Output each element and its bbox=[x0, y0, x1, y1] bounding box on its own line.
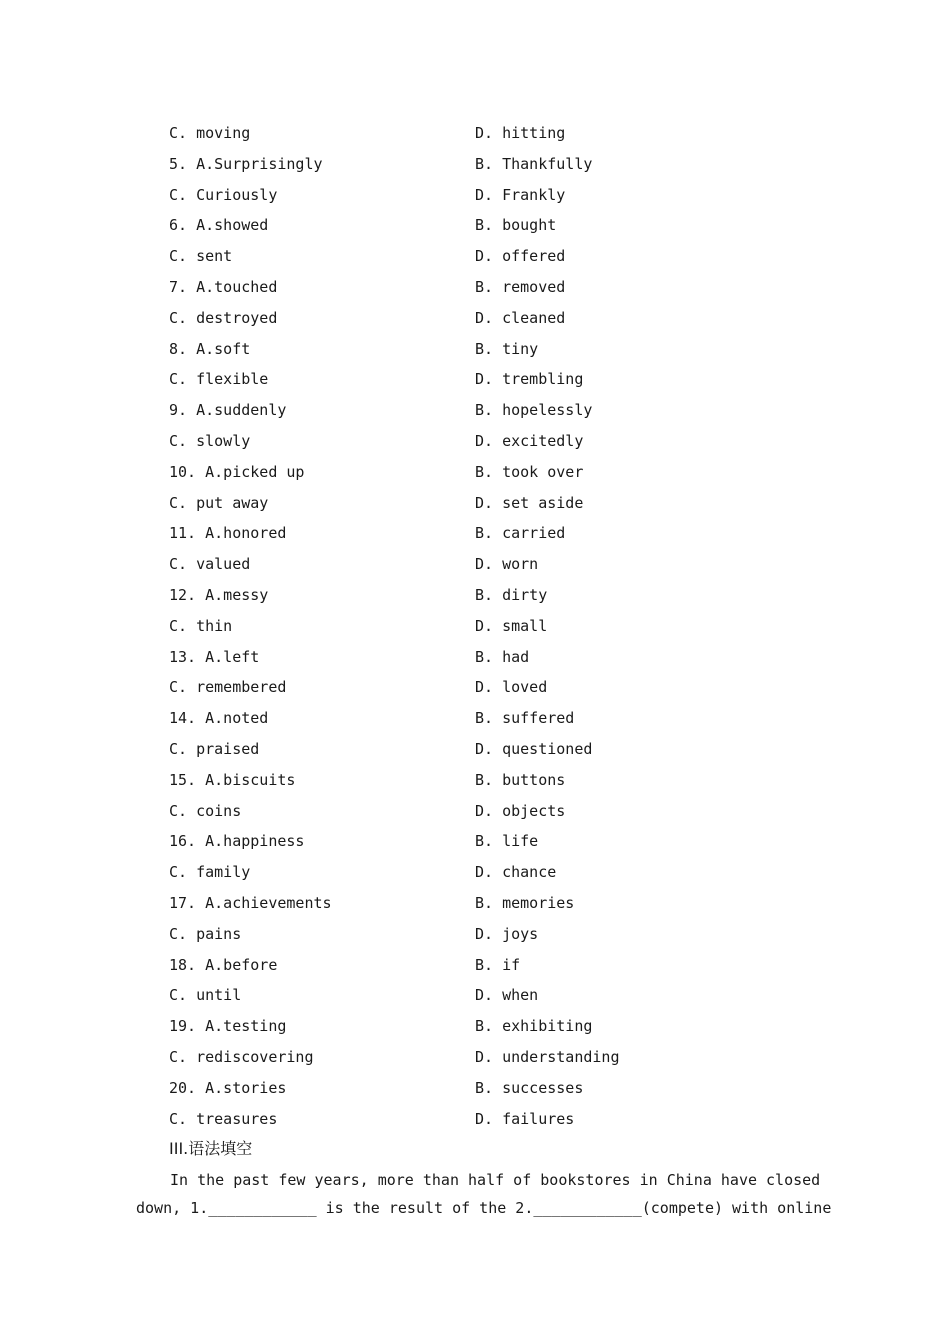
option-row bbox=[0, 272, 950, 302]
option-row bbox=[0, 457, 950, 487]
option-row bbox=[0, 118, 950, 148]
option-left: 8. A.soft bbox=[169, 339, 251, 358]
option-left: C. flexible bbox=[169, 370, 269, 389]
option-right: D. understanding bbox=[475, 1048, 620, 1066]
option-left: C. until bbox=[169, 986, 242, 1005]
option-right: D. joys bbox=[475, 924, 539, 943]
option-left: C. family bbox=[169, 863, 251, 882]
option-right: D. when bbox=[475, 986, 539, 1005]
option-left: C. sent bbox=[169, 247, 233, 266]
option-right: D. set aside bbox=[475, 493, 584, 512]
option-right: B. memories bbox=[475, 894, 575, 912]
option-right: D. small bbox=[475, 616, 548, 635]
option-right: D. hitting bbox=[475, 124, 566, 142]
option-left: 9. A.suddenly bbox=[169, 401, 287, 420]
option-left: 18. A.before bbox=[169, 955, 278, 974]
option-row bbox=[0, 334, 950, 364]
option-left: 11. A.honored bbox=[169, 524, 287, 543]
option-left: 6. A.showed bbox=[169, 216, 269, 235]
option-left: 12. A.messy bbox=[169, 586, 269, 604]
option-left: C. put away bbox=[169, 493, 269, 512]
option-left: 17. A.achievements bbox=[169, 894, 332, 912]
option-left: C. pains bbox=[169, 924, 242, 943]
option-right: B. Thankfully bbox=[475, 154, 593, 173]
option-right: D. loved bbox=[475, 678, 548, 697]
passage-text: In the past few years, more than half of bookstores in China have closed bbox=[170, 1171, 821, 1189]
option-right: D. failures bbox=[475, 1109, 575, 1128]
option-row bbox=[0, 1042, 950, 1072]
option-row bbox=[0, 1104, 950, 1134]
option-right: B. tiny bbox=[475, 339, 539, 358]
option-left: C. coins bbox=[169, 801, 242, 820]
passage-line-2 bbox=[136, 1194, 832, 1222]
option-left: 15. A.biscuits bbox=[169, 770, 296, 789]
option-row bbox=[0, 672, 950, 702]
option-row bbox=[0, 734, 950, 764]
section-heading: III.语法填空 bbox=[169, 1139, 253, 1158]
option-right: D. questioned bbox=[475, 740, 593, 758]
option-right: B. took over bbox=[475, 462, 584, 481]
option-left: C. rediscovering bbox=[169, 1048, 314, 1066]
option-row bbox=[0, 642, 950, 672]
option-left: C. thin bbox=[169, 616, 233, 635]
option-left: 7. A.touched bbox=[169, 278, 278, 296]
option-right: D. excitedly bbox=[475, 432, 584, 450]
option-row bbox=[0, 518, 950, 548]
option-right: D. objects bbox=[475, 801, 566, 820]
option-row bbox=[0, 703, 950, 733]
option-left: 20. A.stories bbox=[169, 1078, 287, 1097]
option-row bbox=[0, 303, 950, 333]
option-left: 19. A.testing bbox=[169, 1017, 287, 1036]
option-right: D. worn bbox=[475, 555, 539, 574]
option-left: C. praised bbox=[169, 740, 260, 758]
option-right: D. chance bbox=[475, 863, 557, 882]
option-left: 10. A.picked up bbox=[169, 462, 305, 481]
option-right: B. successes bbox=[475, 1078, 584, 1097]
option-row bbox=[0, 765, 950, 795]
option-row bbox=[0, 364, 950, 394]
option-right: B. exhibiting bbox=[475, 1017, 593, 1036]
option-left: 14. A.noted bbox=[169, 709, 269, 728]
option-row bbox=[0, 826, 950, 856]
option-row bbox=[0, 980, 950, 1010]
option-right: B. life bbox=[475, 832, 539, 851]
option-row bbox=[0, 919, 950, 949]
option-left: 5. A.Surprisingly bbox=[169, 154, 323, 173]
option-left: C. destroyed bbox=[169, 308, 278, 327]
option-right: D. trembling bbox=[475, 370, 584, 389]
option-left: C. remembered bbox=[169, 678, 287, 697]
option-row bbox=[0, 488, 950, 518]
option-left: C. moving bbox=[169, 124, 251, 142]
option-row bbox=[0, 1011, 950, 1041]
option-row bbox=[0, 1073, 950, 1103]
option-row bbox=[0, 180, 950, 210]
option-right: B. buttons bbox=[475, 770, 566, 789]
passage-text: down, 1.____________ is the result of the 2.____________(compete) with online bbox=[136, 1199, 832, 1217]
option-left: 16. A.happiness bbox=[169, 832, 305, 851]
option-right: B. had bbox=[475, 647, 530, 666]
option-row bbox=[0, 888, 950, 918]
option-row bbox=[0, 395, 950, 425]
option-right: D. offered bbox=[475, 247, 566, 266]
option-right: B. dirty bbox=[475, 586, 548, 604]
option-row bbox=[0, 857, 950, 887]
option-row bbox=[0, 210, 950, 240]
option-right: B. bought bbox=[475, 216, 557, 235]
option-row bbox=[0, 426, 950, 456]
option-right: B. removed bbox=[475, 278, 566, 296]
option-row bbox=[0, 950, 950, 980]
option-right: B. hopelessly bbox=[475, 401, 593, 420]
option-left: C. slowly bbox=[169, 432, 251, 450]
option-left: C. treasures bbox=[169, 1109, 278, 1128]
option-right: B. if bbox=[475, 955, 521, 974]
option-right: B. carried bbox=[475, 524, 566, 543]
option-row bbox=[0, 611, 950, 641]
option-row bbox=[0, 241, 950, 271]
option-row bbox=[0, 149, 950, 179]
option-right: D. cleaned bbox=[475, 308, 566, 327]
option-left: C. valued bbox=[169, 555, 251, 574]
option-row bbox=[0, 580, 950, 610]
option-row bbox=[0, 796, 950, 826]
option-left: 13. A.left bbox=[169, 647, 260, 666]
option-right: D. Frankly bbox=[475, 185, 566, 204]
option-left: C. Curiously bbox=[169, 185, 278, 204]
option-right: B. suffered bbox=[475, 709, 575, 728]
passage-line-1 bbox=[136, 1166, 821, 1194]
option-row bbox=[0, 549, 950, 579]
